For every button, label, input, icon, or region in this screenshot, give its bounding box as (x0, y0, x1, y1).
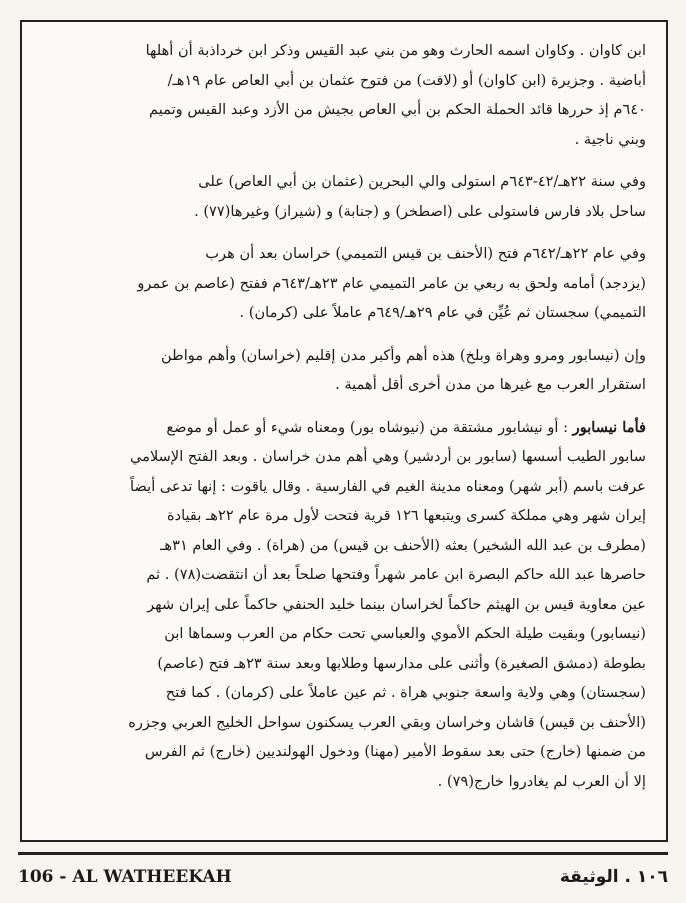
paragraph-kawan (44, 36, 646, 154)
text-line: وإن (نيسابور ومرو وهراة وبلخ) هذه أهم وأكبر مدن إقليم (خراسان) وأهم مواطن (161, 346, 646, 364)
footer-page-number-arabic: ١٠٦ . الوثيقة (559, 866, 668, 887)
text-line: بطوطة (دمشق الصغيرة) وأثنى على مدارسها وطلابها وبعد سنة ٢٣هـ فتح (عاصم) (157, 654, 646, 672)
text-line: وفي عام ٢٢هـ/٦٤٢م فتح (الأحنف بن قيس التميمي) خراسان بعد أن هرب (205, 245, 646, 262)
text-line (44, 413, 646, 443)
text-line: (يزدجد) أمامه ولحق به ربعي بن عامر التميمي عام ٢٣هـ/٦٤٣م ففتح (عاصم بن عمرو (137, 274, 646, 292)
page-footer (18, 852, 668, 888)
text-line: (الأحنف بن قيس) قاشان وخراسان وبقي العرب يسكنون سواحل الخليج العربي وجزره (128, 713, 646, 731)
text-line: ساحل بلاد فارس فاستولى على (اصطخر) و (جنابة) و (شيراز) وغيرها(٧٧) . (194, 202, 646, 220)
text-line: التميمي) سجستان ثم عُيِّن في عام ٢٩هـ/٦٤٩م عاملاً على (كرمان) . (239, 304, 646, 321)
text-line: عرفت باسم (أبر شهر) ومعناه مدينة الغيم في الفارسية . وقال ياقوت : إنها تدعى أيضاً (130, 477, 646, 495)
paragraph-cities (44, 341, 646, 400)
text-line: (مطرف بن عبد الله الشخير) بعثه (الأحنف بن قيس) من (هراة) . وفي العام ٣١هـ (160, 536, 646, 554)
paragraph-year-22 (44, 167, 646, 226)
text-line: (نيسابور) وبقيت طيلة الحكم الأموي والعباسي تحت حكام من العرب وسماها ابن (164, 625, 646, 642)
text-line: وبني ناجية . (574, 130, 646, 148)
text-line: إيران شهر وهي مملكة كسرى ويتبعها ١٢٦ قرية فتحت لأول مرة عام ٢٢هـ بقيادة (166, 507, 646, 524)
text-line: حاصرها عبد الله حاكم البصرة ابن عامر شهراً وفتحها صلحاً بعد أن انتقضت(٧٨) . ثم (146, 566, 646, 583)
article-body (44, 36, 646, 809)
text-line: سابور الطيب أسسها (سابور بن أردشير) وهي أهم مدن خراسان . وبعد الفتح الإسلامي (129, 448, 646, 465)
nishapur-heading: فأما نيسابور (572, 418, 646, 436)
paragraph-khurasan-conquest (44, 239, 646, 328)
text-line: إلا أن العرب لم يغادروا خارج(٧٩) . (437, 772, 646, 790)
text-line: عين معاوية قيس بن الهيثم حاكماً لخراسان بينما خليد الحنفي حاكماً على إيران شهر (147, 595, 646, 613)
text-line: وفي سنة ٢٢هـ/٤٢-٦٤٣م استولى والي البحرين (عثمان بن أبي العاص) على (198, 173, 646, 190)
text-fragment: : أو نيشابور مشتقة من (نيوشاه بور) ومعناه شيء أو عمل أو موضع (166, 418, 573, 436)
text-line: ٦٤٠م إذ حررها قائد الحملة الحكم بن أبي العاص بجيش من الأزد وعبد القيس وتميم (149, 101, 646, 118)
text-line: من ضمنها (خارج) حتى بعد سقوط الأمير (مهنا) ودخول الهولنديين (خارج) ثم الفرس (144, 743, 646, 760)
text-line: استقرار العرب مع غيرها من مدن أخرى أقل أهمية . (335, 376, 646, 393)
footer-page-number-english: 106 - AL WATHEEKAH (18, 866, 232, 887)
text-line: (سجستان) وهي ولاية واسعة جنوبي هراة . ثم عين عاملاً على (كرمان) . كما فتح (165, 684, 646, 701)
paragraph-nishapur (44, 413, 646, 797)
page-frame (20, 20, 668, 842)
text-line: ابن كاوان . وكاوان اسمه الحارث وهو من بني عبد القيس وذكر ابن خرداذبة أن أهلها (145, 42, 646, 59)
text-line: أباضية . وجزيرة (ابن كاوان) أو (لافت) من فتوح عثمان بن أبي العاص عام ١٩هـ/ (167, 71, 646, 89)
